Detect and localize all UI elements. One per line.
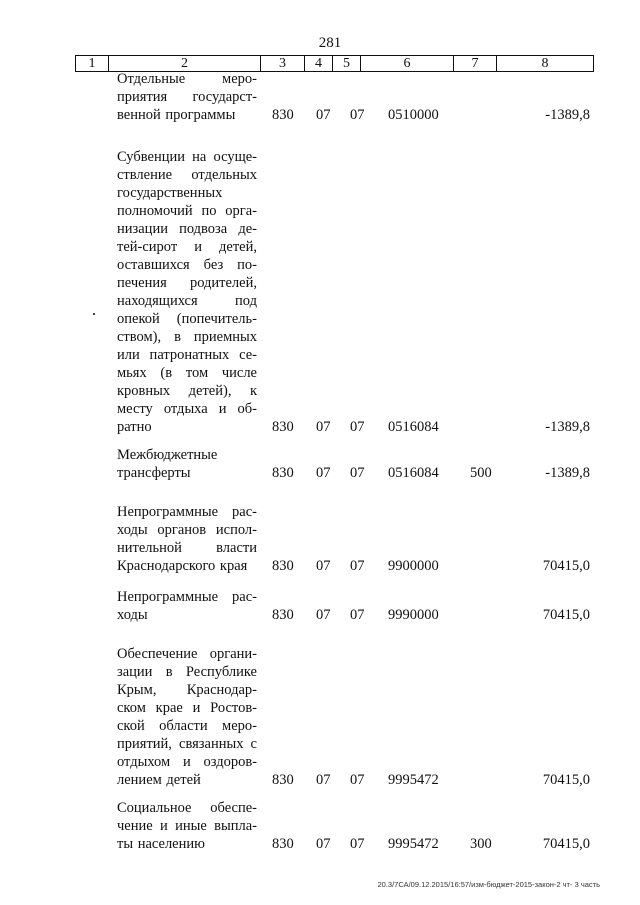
row-description-line: зации в Республике [117, 664, 257, 680]
row-cell-c5: 07 [350, 836, 365, 852]
row-cell-c6: 0516084 [388, 465, 439, 481]
row-description-line: государственных [117, 185, 223, 201]
row-cell-c7: 300 [470, 836, 492, 852]
row-cell-c4: 07 [316, 558, 331, 574]
budget-row [0, 148, 640, 436]
row-cell-c8: 70415,0 [542, 772, 590, 788]
row-cell-c4: 07 [316, 107, 331, 123]
row-cell-c3: 830 [272, 836, 294, 852]
row-description-line: венной программы [117, 107, 236, 123]
row-cell-c7: 500 [470, 465, 492, 481]
page-number: 281 [318, 35, 342, 51]
row-description-line: ствление отдельных [117, 167, 257, 183]
row-description-line: нительной власти [117, 540, 257, 556]
row-description-line: Отдельные меро- [117, 71, 257, 87]
row-description-line: чение и иные выпла- [117, 818, 257, 834]
row-cell-c8: 70415,0 [542, 607, 590, 623]
row-description [117, 799, 257, 853]
column-header-6: 6 [361, 56, 454, 72]
budget-row [0, 645, 640, 789]
column-header-2: 2 [109, 56, 261, 72]
row-description-line: Социальное обеспе- [117, 800, 257, 816]
row-description [117, 588, 257, 624]
row-description-line: отдыхом и оздоров- [117, 754, 257, 770]
row-cell-c5: 07 [350, 772, 365, 788]
row-cell-c5: 07 [350, 419, 365, 435]
row-description-line: Крым, Краснодар- [117, 682, 257, 698]
row-description-line: мьях (в том числе [117, 365, 257, 381]
row-cell-c4: 07 [316, 772, 331, 788]
row-cell-c6: 0510000 [388, 107, 439, 123]
column-header-4: 4 [305, 56, 333, 72]
row-description [117, 503, 257, 575]
row-cell-c4: 07 [316, 607, 331, 623]
row-cell-c3: 830 [272, 419, 294, 435]
row-cell-c6: 9995472 [388, 772, 439, 788]
row-description-line: приятия государст- [117, 89, 257, 105]
row-description [117, 70, 257, 124]
row-cell-c5: 07 [350, 607, 365, 623]
row-cell-c6: 9990000 [388, 607, 439, 623]
column-header-3: 3 [261, 56, 305, 72]
row-description-line: ходы [117, 607, 148, 623]
row-description-line: низации подвоза де- [117, 221, 257, 237]
row-description-line: ской области меро- [117, 718, 257, 734]
row-description-line: Непрограммные рас- [117, 504, 257, 520]
budget-row [0, 799, 640, 853]
row-description-line: или патронатных се- [117, 347, 257, 363]
row-description-line: ском крае и Ростов- [117, 700, 257, 716]
document-footer-code: 20.3/7СА/09.12.2015/16:57/изм-бюджет-2015-закон-2 чт- 3 часть [377, 880, 600, 889]
column-header-7: 7 [454, 56, 497, 72]
row-description-line: опекой (попечитель- [117, 311, 257, 327]
budget-row [0, 588, 640, 624]
row-description-line: ты населению [117, 836, 205, 852]
row-description-line: ходы органов испол- [117, 522, 257, 538]
row-cell-c6: 9995472 [388, 836, 439, 852]
budget-row [0, 70, 640, 124]
budget-row [0, 446, 640, 482]
row-cell-c8: -1389,8 [545, 465, 590, 481]
column-header-5: 5 [333, 56, 361, 72]
row-description [117, 645, 257, 789]
row-description-line: ратно [117, 419, 152, 435]
row-cell-c4: 07 [316, 465, 331, 481]
row-description-line: Непрограммные рас- [117, 589, 257, 605]
row-description-line: Краснодарского края [117, 558, 248, 574]
row-cell-c4: 07 [316, 419, 331, 435]
row-cell-c5: 07 [350, 558, 365, 574]
row-description-line: оставшихся без по- [117, 257, 257, 273]
budget-row [0, 503, 640, 575]
row-description-line: кровных детей), к [117, 383, 257, 399]
column-header-8: 8 [497, 56, 594, 72]
row-cell-c3: 830 [272, 772, 294, 788]
row-description-line: лением детей [117, 772, 201, 788]
row-description-line: находящихся под [117, 293, 257, 309]
row-description-line: тей-сирот и детей, [117, 239, 257, 255]
row-cell-c8: -1389,8 [545, 419, 590, 435]
row-cell-c8: 70415,0 [542, 836, 590, 852]
row-cell-c8: 70415,0 [542, 558, 590, 574]
row-description [117, 446, 257, 482]
row-cell-c3: 830 [272, 607, 294, 623]
row-cell-c8: -1389,8 [545, 107, 590, 123]
row-description-line: ством), в приемных [117, 329, 257, 345]
row-description [117, 148, 257, 436]
row-description-line: Межбюджетные [117, 447, 218, 463]
row-description-line: полномочий по орга- [117, 203, 257, 219]
row-cell-c6: 0516084 [388, 419, 439, 435]
row-description-line: печения родителей, [117, 275, 257, 291]
row-description-line: трансферты [117, 465, 191, 481]
row-cell-c5: 07 [350, 107, 365, 123]
row-description-line: Субвенции на осуще- [117, 149, 257, 165]
row-description-line: Обеспечение органи- [117, 646, 257, 662]
row-cell-c5: 07 [350, 465, 365, 481]
row-description-line: месту отдыха и об- [117, 401, 257, 417]
row-cell-c3: 830 [272, 465, 294, 481]
row-cell-c3: 830 [272, 107, 294, 123]
row-description-line: приятий, связанных с [117, 736, 257, 752]
row-cell-c3: 830 [272, 558, 294, 574]
column-header-1: 1 [76, 56, 109, 72]
row-cell-c4: 07 [316, 836, 331, 852]
row-cell-c6: 9900000 [388, 558, 439, 574]
